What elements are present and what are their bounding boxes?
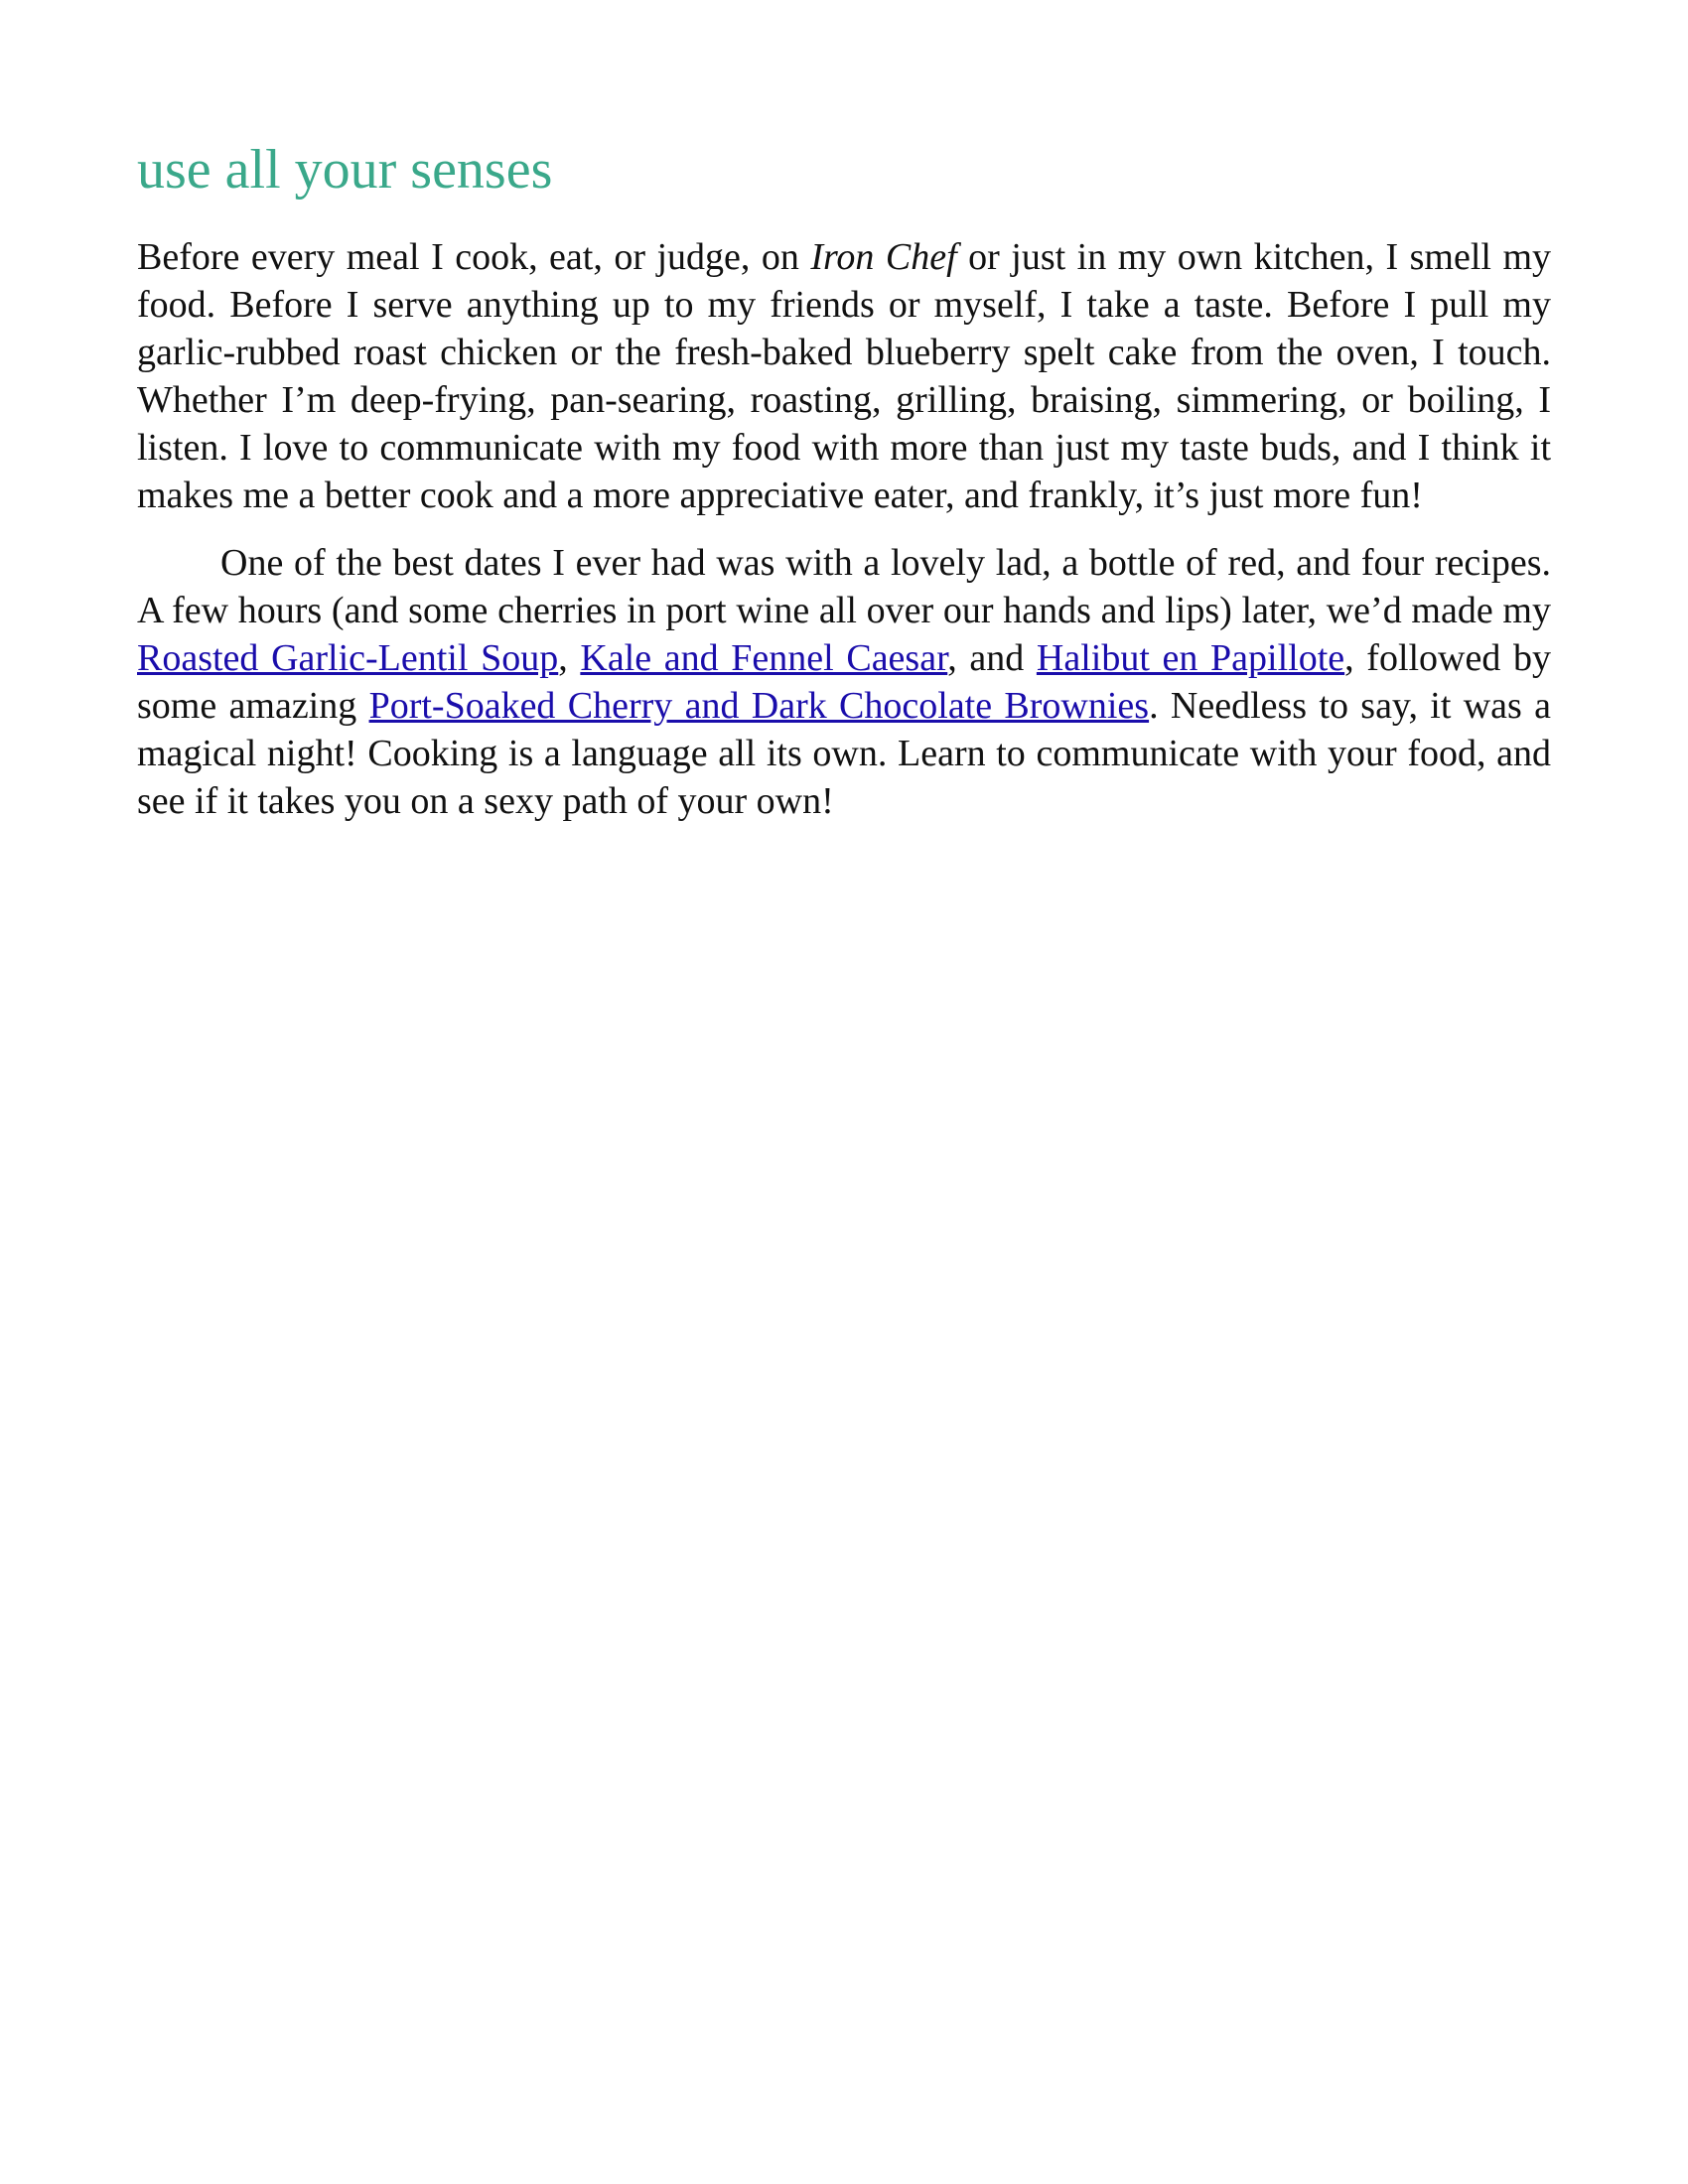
paragraph-senses: [137, 233, 1551, 519]
recipe-link-cherry-brownies[interactable]: Port-Soaked Cherry and Dark Chocolate Brownies: [368, 685, 1150, 728]
recipe-link-halibut-papillote[interactable]: Halibut en Papillote: [1036, 637, 1345, 680]
para2-text-2: ,: [558, 637, 581, 680]
recipe-link-garlic-lentil-soup[interactable]: Roasted Garlic-Lentil Soup: [137, 637, 559, 680]
para1-text-end: or just in my own kitchen, I smell my food. Before I serve anything up to my friends or myself, I take a taste. Before I pull my garlic-rubbed roast chicken or the fresh-baked blueberry spelt cake from the oven, I touch. Whether I’m deep-frying, pan-searing, roasting, grilling, braising, simmering, or boiling, I listen. I love to communicate with my food with more than just my taste buds, and I think it makes me a better cook and a more appreciative eater, and frankly, it’s just more fun!: [137, 236, 1551, 517]
section-heading: use all your senses: [137, 139, 553, 201]
page-content: [137, 137, 1551, 825]
para2-text-1: One of the best dates I ever had was with a lovely lad, a bottle of red, and four recipes. A few hours (and some cherries in port wine all over our hands and lips) later, we’d made my: [137, 542, 1551, 632]
para1-text-start: Before every meal I cook, eat, or judge, on: [137, 236, 811, 279]
para2-text-3: , and: [947, 637, 1037, 680]
para2-text-4: , followed by some amazing: [137, 637, 1552, 728]
recipe-link-kale-fennel-caesar[interactable]: Kale and Fennel Caesar: [580, 637, 948, 680]
paragraph-date-story: [137, 539, 1551, 825]
para2-text-5: . Needless to say, it was a magical night! Cooking is a language all its own. Learn to communicate with your food, and see if it takes you on a sexy path of your own!: [137, 685, 1551, 823]
show-title-iron-chef: Iron Chef: [810, 236, 957, 279]
